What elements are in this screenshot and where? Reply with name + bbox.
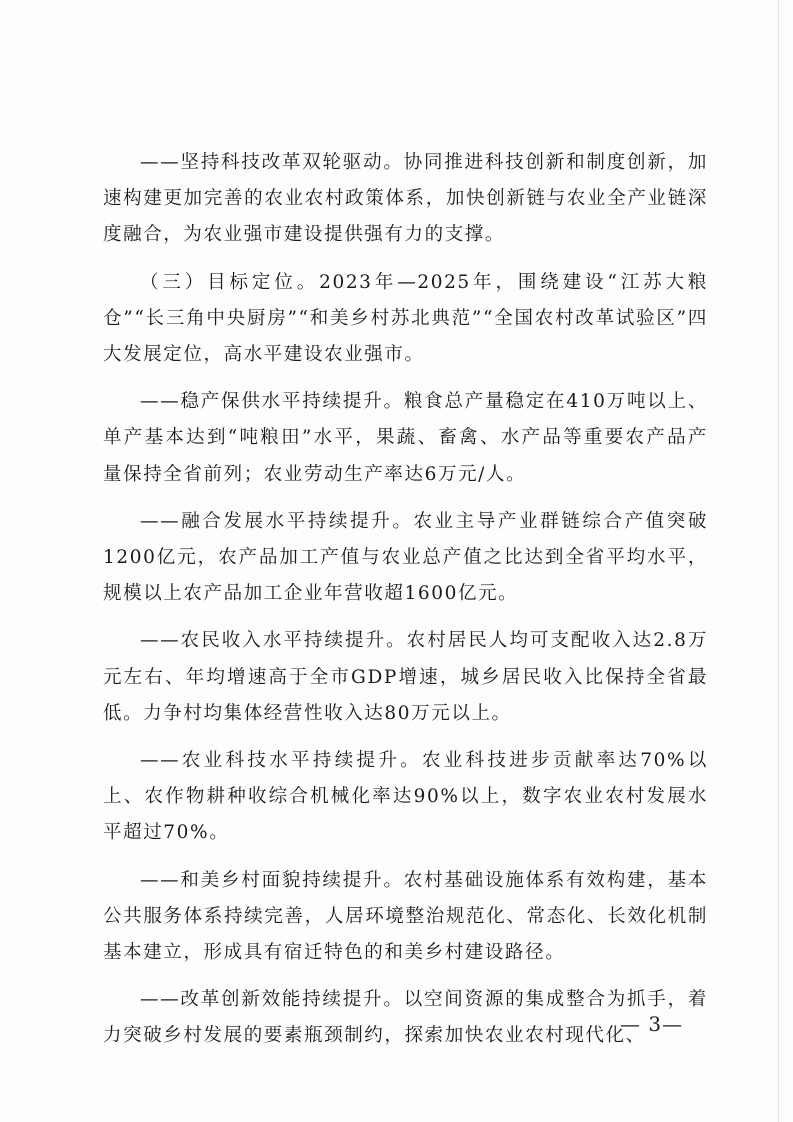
paragraph-reform-innovation: ——改革创新效能持续提升。以空间资源的集成整合为抓手，着力突破乡村发展的要素瓶颈制约，探索加快农业农村现代化、 bbox=[103, 989, 708, 1047]
document-body bbox=[103, 145, 708, 1066]
paragraph-agri-tech: ——农业科技水平持续提升。农业科技进步贡献率达70%以上、农作物耕种收综合机械化率达90%以上，数字农业农村发展水平超过70%。 bbox=[103, 750, 708, 844]
paragraph-integrated-development: ——融合发展水平持续提升。农业主导产业群链综合产值突破1200亿元，农产品加工产值与农业总产值之比达到全省平均水平，规模以上农产品加工企业年营收超1600亿元。 bbox=[103, 510, 708, 605]
paragraph-goal-positioning: （三）目标定位。2023年—2025年，围绕建设“江苏大粮仓”“长三角中央厨房”“和美乡村苏北典范”“全国农村改革试验区”四大发展定位，高水平建设农业强市。 bbox=[103, 271, 708, 366]
page-number: — 3— bbox=[620, 1012, 684, 1036]
paragraph-farmer-income: ——农民收入水平持续提升。农村居民人均可支配收入达2.8万元左右、年均增速高于全市GDP增速，城乡居民收入比保持全省最低。力争村均集体经营性收入达80万元以上。 bbox=[103, 630, 708, 724]
paragraph-stable-supply: ——稳产保供水平持续提升。粮食总产量稳定在410万吨以上、单产基本达到“吨粮田”水平，果蔬、畜禽、水产品等重要农产品产量保持全省前列；农业劳动生产率达6万元/人。 bbox=[103, 391, 708, 485]
paragraph-rural-appearance: ——和美乡村面貌持续提升。农村基础设施体系有效构建，基本公共服务体系持续完善，人居环境整治规范化、常态化、长效化机制基本建立，形成具有宿迁特色的和美乡村建设路径。 bbox=[103, 869, 708, 964]
paragraph-tech-reform: ——坚持科技改革双轮驱动。协同推进科技创新和制度创新，加速构建更加完善的农业农村政策体系，加快创新链与农业全产业链深度融合，为农业强市建设提供强有力的支撑。 bbox=[103, 152, 708, 246]
page-edge-divider bbox=[778, 0, 779, 1122]
